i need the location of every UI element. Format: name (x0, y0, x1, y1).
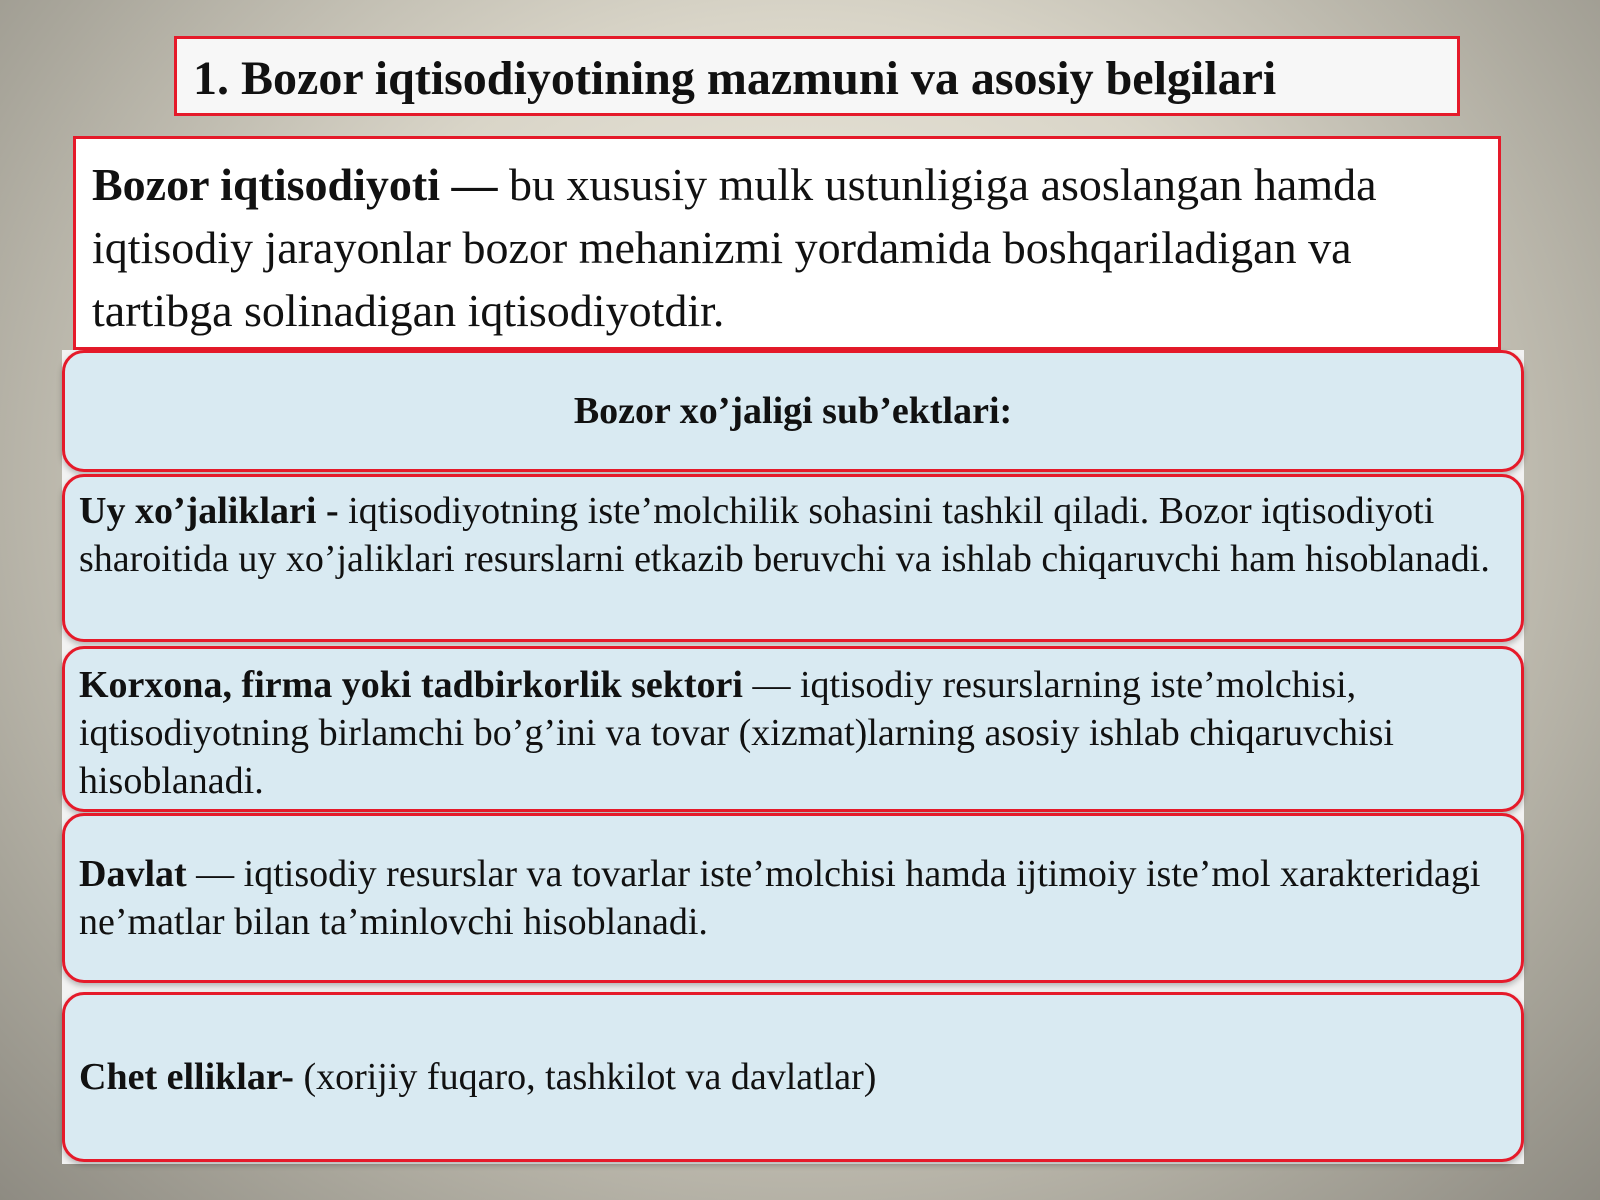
definition-box (73, 136, 1501, 350)
subject-foreigners-line (79, 1053, 876, 1101)
subject-foreigners-panel (62, 992, 1524, 1162)
subject-term: Korxona, firma yoki tadbirkorlik sektori (79, 664, 743, 706)
slide-title: 1. Bozor iqtisodiyotining mazmuni va asosiy belgilari (193, 52, 1277, 105)
subject-term: Uy xo’jaliklari - (79, 490, 339, 532)
definition-text: bu xususiy mulk ustunligiga asoslangan hamda iqtisodiy jarayonlar bozor mehanizmi yordamida boshqariladigan va tartibga solinadigan iqtisodiyotdir. (92, 159, 1377, 336)
subject-firms-panel (62, 646, 1524, 812)
definition-term: Bozor iqtisodiyoti — (92, 159, 498, 210)
subject-term: Davlat (79, 853, 187, 895)
subject-term: Chet elliklar- (79, 1056, 294, 1098)
subject-text: iqtisodiyotning iste’molchilik sohasini tashkil qiladi. Bozor iqtisodiyoti sharoitida uy xo’jaliklari resurslarni etkazib beruvchi va ishlab chiqaruvchi ham hisoblanadi. (79, 490, 1490, 580)
subject-text: — iqtisodiy resurslarning iste’molchisi, iqtisodiyotning birlamchi bo’g’ini va tovar (xizmat)larning asosiy ishlab chiqaruvchisi hisoblanadi. (79, 664, 1394, 802)
subject-state-panel (62, 813, 1524, 983)
subject-households-panel (62, 474, 1524, 642)
slide-title-box (174, 36, 1460, 116)
subjects-header-panel (62, 350, 1524, 472)
subject-text: — iqtisodiy resurslar va tovarlar iste’molchisi hamda ijtimoiy iste’mol xarakteridagi ne’matlar bilan ta’minlovchi hisoblanadi. (79, 853, 1481, 943)
subjects-header: Bozor xo’jaligi sub’ektlari: (573, 390, 1013, 432)
subject-text: (xorijiy fuqaro, tashkilot va davlatlar) (293, 1056, 877, 1098)
